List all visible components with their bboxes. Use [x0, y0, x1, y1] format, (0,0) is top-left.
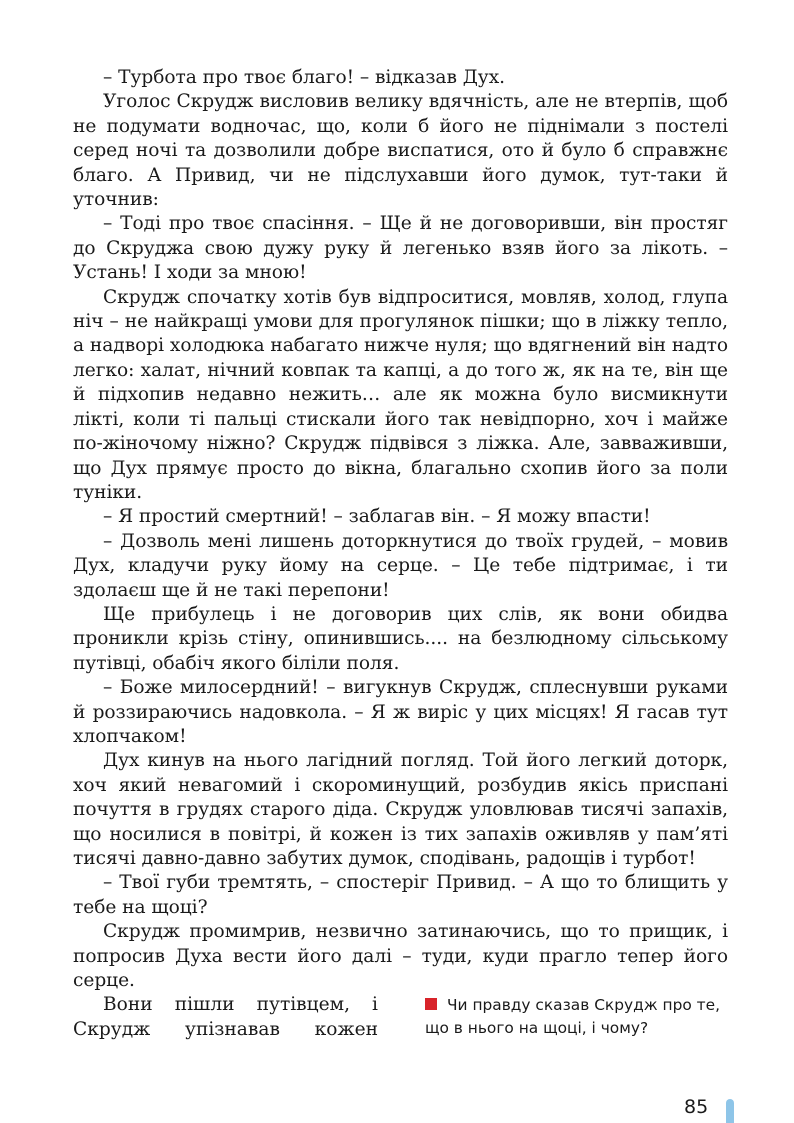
paragraph: – Тоді про твоє спасіння. – Ще й не договоривши, він простяг до Скруджа свою дужу руку й легенько взяв його за лікоть. – Устань! І ходи за мною! — [73, 213, 728, 284]
page-number: 85 — [684, 1096, 709, 1118]
last-paragraph-line-2: Скрудж упізнавав кожен — [73, 1018, 378, 1040]
sidebar-question-note — [425, 994, 745, 1040]
paragraph: Ще прибулець і не договорив цих слів, як вони обидва проникли крізь стіну, опинившись.... на безлюдному сільському путівці, обабіч якого біліли поля. — [73, 603, 728, 674]
page-edge-tab-marker — [726, 1099, 734, 1123]
red-square-marker-icon — [425, 998, 437, 1010]
paragraph: Дух кинув на нього лагідний погляд. Той його легкий доторк, хоч який невагомий і скороминущий, розбудив якісь приспані почуття в грудях старого діда. Скрудж уловлював тисячі запахів, що носилися в повітрі, й кожен із тих запахів оживляв у пам’яті тисячі давно-давно забутих думок, сподівань, радощів і турбот! — [73, 750, 728, 869]
paragraph: – Дозволь мені лишень доторкнутися до твоїх грудей, – мовив Дух, кладучи руку йому на серце. – Це тебе підтримає, і ти здолаєш ще й не такі перепони! — [73, 530, 728, 601]
sidebar-question-text: Чи правду сказав Скрудж про те, що в нього на щоці, і чому? — [425, 996, 720, 1038]
paragraph: – Я простий смертний! – заблагав він. – Я можу впасти! — [103, 506, 651, 528]
paragraph: – Турбота про твоє благо! – відказав Дух. — [103, 67, 505, 88]
last-paragraph — [73, 993, 378, 1042]
paragraph: Скрудж промимрив, незвично затинаючись, що то прищик, і попросив Духа вести його далі – туди, куди прагло тепер його серце. — [73, 921, 728, 992]
paragraph: – Твої губи тремтять, – спостеріг Привид. – А що то блищить у тебе на щоці? — [73, 872, 728, 918]
paragraph: – Боже милосердний! – вигукнув Скрудж, сплеснувши руками й роззираючись надовкола. – Я ж виріс у цих місцях! Я гасав тут хлопчаком! — [73, 677, 728, 747]
last-paragraph-with-note — [73, 993, 728, 1043]
page-body — [73, 66, 728, 1043]
paragraph: Скрудж спочатку хотів був відпроситися, мовляв, холод, глупа ніч – не найкращі умови для прогулянок пішки; що в ліжку тепло, а надворі холодюка набагато нижче нуля; що вдягнений він надто легко: халат, нічний ковпак та капці, а до того ж, як на те, він ще й підхопив недавно нежить… але як можна було висмикнути лікті, коли ті пальці стискали його так невідпорно, хоч і майже по-жіночому ніжно? Скрудж підвівся з ліжка. Але, завваживши, що Дух прямує просто до вікна, благально схопив його за поли туніки. — [73, 286, 728, 503]
paragraph: Уголос Скрудж висловив велику вдячність, але не втерпів, щоб не подумати водночас, що, коли б його не піднімали з постелі серед ночі та дозволили добре виспатися, ото й було б справжнє благо. А Привид, чи не підслухавши його думок, тут-таки й уточнив: — [73, 91, 728, 211]
last-paragraph-line-1: Вони пішли путівцем, і — [103, 994, 378, 1016]
